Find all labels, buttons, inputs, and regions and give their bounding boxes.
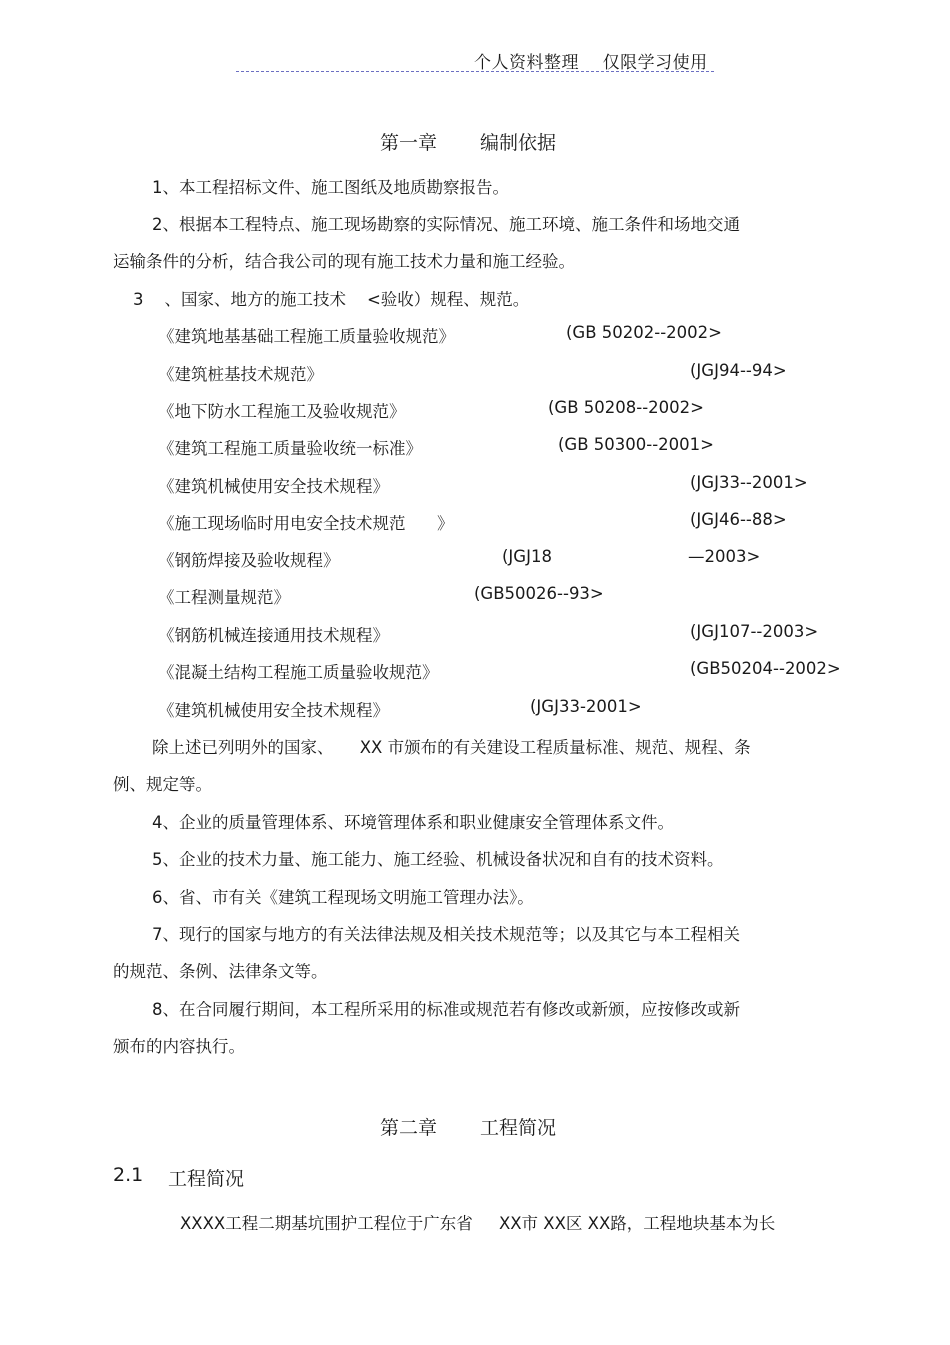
standard-name: 《地下防水工程施工及验收规范》 <box>158 402 406 421</box>
extra-paragraph-line-1: 除上述已列明外的国家、 XX 市颁布的有关建设工程质量标准、规范、规程、条 <box>152 738 751 757</box>
extra-paragraph-line-2: 例、规定等。 <box>113 775 212 794</box>
item-8-line-2: 颁布的内容执行。 <box>113 1037 245 1056</box>
item-5: 5、企业的技术力量、施工能力、施工经验、机械设备状况和自有的技术资料。 <box>152 850 724 869</box>
item-3: 3 、国家、地方的施工技术 <验收）规程、规范。 <box>133 290 530 309</box>
standard-code: (GB 50208--2002> <box>548 398 705 417</box>
standard-name: 《建筑机械使用安全技术规程》 <box>158 701 389 720</box>
standard-code: (GB 50300--2001> <box>558 435 715 454</box>
standard-code: (JGJ33-2001> <box>530 697 642 716</box>
standard-name: 《混凝土结构工程施工质量验收规范》 <box>158 663 439 682</box>
item-7-line-2: 的规范、条例、法律条文等。 <box>113 962 328 981</box>
body-paragraph-line-1: XXXX工程二期基坑围护工程位于广东省 XX市 XX区 XX路，工程地块基本为长 <box>180 1214 776 1233</box>
item-7-line-1: 7、现行的国家与地方的有关法律法规及相关技术规范等；以及其它与本工程相关 <box>152 925 740 944</box>
standard-name: 《建筑机械使用安全技术规程》 <box>158 477 389 496</box>
standard-name: 《钢筋焊接及验收规程》 <box>158 551 340 570</box>
standard-code: (JGJ18 <box>502 547 552 566</box>
item-2-line-2: 运输条件的分析，结合我公司的现有施工技术力量和施工经验。 <box>113 252 575 271</box>
section-2-1-title: 工程简况 <box>168 1168 245 1190</box>
standard-name: 《建筑地基基础工程施工质量验收规范》 <box>158 327 455 346</box>
standard-name: 《建筑工程施工质量验收统一标准》 <box>158 439 422 458</box>
standard-name: 《工程测量规范》 <box>158 588 290 607</box>
standard-code: (GB 50202--2002> <box>566 323 723 342</box>
chapter-2-number: 第二章 <box>380 1117 438 1139</box>
chapter-1-title: 编制依据 <box>480 132 557 154</box>
standard-code: (GB50026--93> <box>474 584 604 603</box>
standard-code: (GB50204--2002> <box>690 659 841 678</box>
standard-code: (JGJ33--2001> <box>690 473 808 492</box>
standard-code: (JGJ107--2003> <box>690 622 819 641</box>
header-dashed-rule <box>236 71 714 72</box>
item-8-line-1: 8、在合同履行期间，本工程所采用的标准或规范若有修改或新颁，应按修改或新 <box>152 1000 740 1019</box>
item-6: 6、省、市有关《建筑工程现场文明施工管理办法》。 <box>152 888 534 907</box>
section-2-1-number: 2.1 <box>113 1164 144 1186</box>
page-header-text: 个人资料整理 仅限学习使用 <box>474 53 708 73</box>
standard-name: 《施工现场临时用电安全技术规范 》 <box>158 514 454 533</box>
item-1: 1、本工程招标文件、施工图纸及地质勘察报告。 <box>152 178 509 197</box>
standard-name: 《钢筋机械连接通用技术规程》 <box>158 626 389 645</box>
chapter-2-title: 工程简况 <box>480 1117 557 1139</box>
standard-code: (JGJ46--88> <box>690 510 787 529</box>
item-2-line-1: 2、根据本工程特点、施工现场勘察的实际情况、施工环境、施工条件和场地交通 <box>152 215 740 234</box>
standard-code-suffix: —2003> <box>688 547 761 566</box>
item-4: 4、企业的质量管理体系、环境管理体系和职业健康安全管理体系文件。 <box>152 813 674 832</box>
standard-name: 《建筑桩基技术规范》 <box>158 365 323 384</box>
chapter-1-number: 第一章 <box>380 132 438 154</box>
standard-code: (JGJ94--94> <box>690 361 787 380</box>
